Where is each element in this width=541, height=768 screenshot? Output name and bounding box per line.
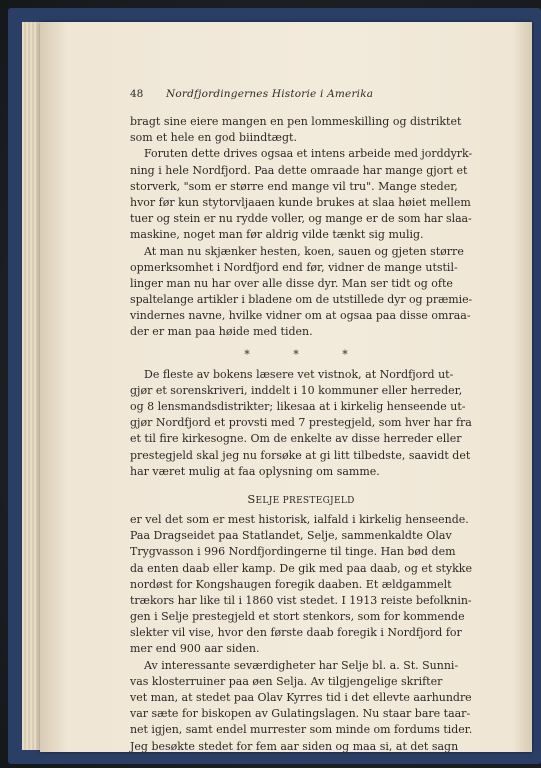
text-line: Foruten dette drives ogsaa et intens arbeide med jorddyrk- <box>144 147 473 161</box>
text-line: At man nu skjænker hesten, koen, sauen og gjeten større <box>144 244 464 258</box>
text-line: bragt sine eiere mangen en pen lommeskilling og distriktet <box>130 115 462 128</box>
text-line: prestegjeld skal jeg nu forsøke at gi litt tilbedste, saavidt det <box>130 448 471 462</box>
text-line: storverk, "som er større end mange vil tru". Mange steder, <box>130 179 458 193</box>
text-line: maskine, noget man før aldrig vilde tænkt sig mulig. <box>130 228 424 242</box>
paragraph-livestock <box>130 244 472 341</box>
running-title: Nordfjordingernes Historie i Amerika <box>166 88 374 100</box>
text-line: linger man nu har over alle disse dyr. Man ser tidt og ofte <box>130 276 453 290</box>
text-line: vas klosterruiner paa øen Selja. Av tilgjengelige skrifter <box>130 674 443 688</box>
text-line: mer end 900 aar siden. <box>130 642 260 656</box>
heading-rest: ELJE PRESTEGJELD <box>255 495 355 506</box>
text-line: slekter vil vise, hvor den første daab foregik i Nordfjord for <box>130 626 462 640</box>
page-stack <box>22 22 42 750</box>
text-line: Trygvasson i 996 Nordfjordingerne til tinge. Han bød dem <box>130 545 456 559</box>
paragraph-cultivation <box>130 146 472 243</box>
text-line: tuer og stein er nu rydde voller, og mange er de som har slaa- <box>130 212 472 226</box>
heading-initial: S <box>247 491 256 506</box>
text-line: gjør et sorenskriveri, inddelt i 10 kommuner eller herreder, <box>130 383 463 397</box>
text-line: og 8 lensmandsdistrikter; likesaa at i kirkelig henseende ut- <box>130 400 466 413</box>
body-text <box>130 114 472 755</box>
text-line: har været mulig at faa oplysning om samme. <box>130 464 380 478</box>
text-line: da enten daab eller kamp. De gik med paa daab, og et stykke <box>130 561 472 575</box>
text-line: som et hele en god biindtægt. <box>130 131 297 145</box>
text-line: vet man, at stedet paa Olav Kyrres tid i det ellevte aarhundre <box>130 691 472 704</box>
section-heading <box>130 486 472 512</box>
text-line: spaltelange artikler i bladene om de utstillede dyr og præmie- <box>130 293 473 307</box>
text-line: De fleste av bokens læsere vet vistnok, at Nordfjord ut- <box>144 367 454 381</box>
paragraph-districts <box>130 367 472 480</box>
text-line: trækors har like til i 1860 vist stedet. I 1913 reiste befolknin- <box>130 593 472 607</box>
text-line: Jeg besøkte stedet for fem aar siden og maa si, at det sagn <box>130 739 459 753</box>
text-line: var sæte for biskopen av Gulatingslagen. Nu staar bare taar- <box>130 707 471 721</box>
text-line: der er man paa høide med tiden. <box>130 325 313 339</box>
text-line: Av interessante seværdigheter har Selje bl. a. St. Sunni- <box>144 658 459 672</box>
text-line: net igjen, samt endel murrester som minde om fordums tider. <box>130 723 473 737</box>
text-line: ning i hele Nordfjord. Paa dette omraade har mange gjort et <box>130 163 468 177</box>
text-line: gen i Selje prestegjeld et stort stenkors, som for kommende <box>130 610 465 624</box>
section-separator: * * * <box>244 347 368 361</box>
paragraph-selje-sights <box>130 658 472 755</box>
text-line: gjør Nordfjord et provsti med 7 prestegjeld, som hver har fra <box>130 416 472 430</box>
paragraph-selje-history <box>130 512 472 658</box>
paragraph-continued <box>130 114 472 146</box>
text-line: Paa Dragseidet paa Statlandet, Selje, sammenkaldte Olav <box>130 529 452 543</box>
text-line: hvor før kun stytorvljaaen kunde brukes at slaa høiet mellem <box>130 195 471 209</box>
text-line: et til fire kirkesogne. Om de enkelte av disse herreder eller <box>130 432 462 446</box>
page-number: 48 <box>130 88 144 100</box>
text-line: vindernes navne, hvilke vidner om at ogsaa paa disse omraa- <box>130 309 471 323</box>
text-line: er vel det som er mest historisk, ialfald i kirkelig henseende. <box>130 512 469 526</box>
text-line: opmerksomhet i Nordfjord end før, vidner de mange utstil- <box>130 260 458 274</box>
text-line: nordøst for Kongshaugen foregik daaben. Et ældgammelt <box>130 577 452 591</box>
